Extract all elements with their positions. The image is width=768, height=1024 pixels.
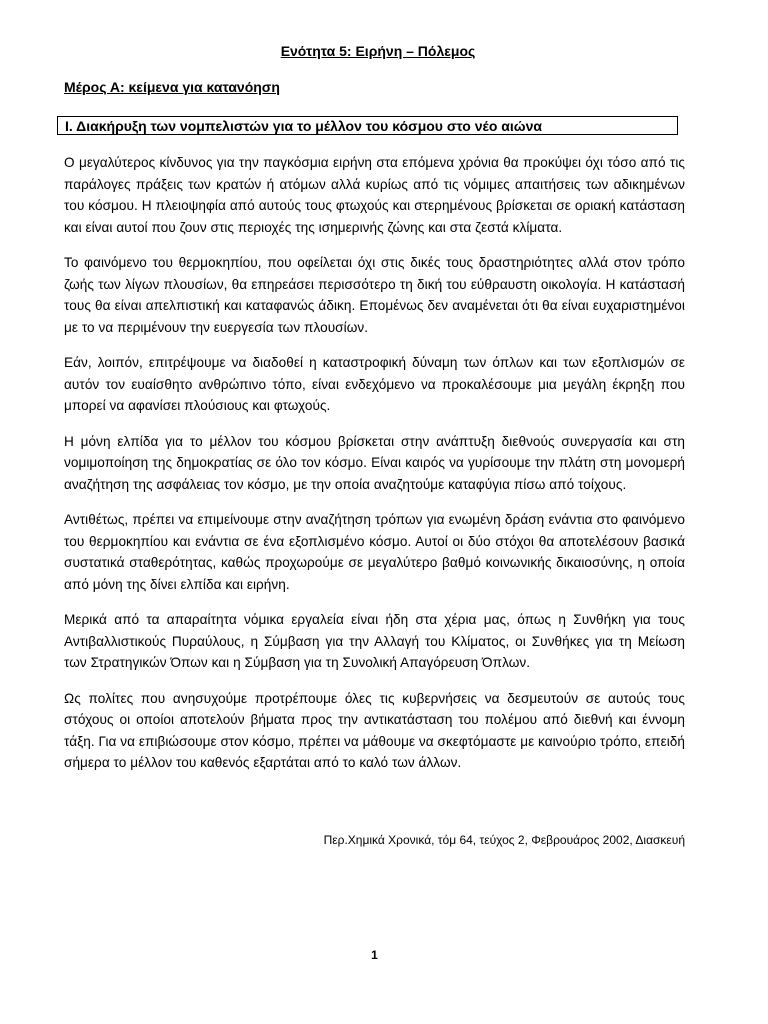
source-citation: Περ.Χημικά Χρονικά, τόμ 64, τεύχος 2, Φεβρουάρος 2002, Διασκευή [323, 833, 685, 847]
page-number: 1 [371, 948, 378, 962]
body-text [64, 152, 685, 788]
paragraph: Μερικά από τα απαραίτητα νόμικα εργαλεία είναι ήδη στα χέρια μας, όπως η Συνθήκη για τους Αντιβαλλιστικούς Πυραύλους, η Σύμβαση για την Αλλαγή του Κλίματος, οι Συνθήκες για τη Μείωση των Στρατηγικών Όπων και η Σύμβαση για τη Συνολική Απαγόρευση Όπλων. [64, 612, 685, 670]
paragraph: Εάν, λοιπόν, επιτρέψουμε να διαδοθεί η καταστροφική δύναμη των όπλων και των εξοπλισμών σε αυτόν τον ευαίσθητο ανθρώπινο τόπο, είναι ενδεχόμενο να προκαλέσουμε μια μεγάλη έκρηξη που μπορεί να αφανίσει πλούσιους και φτωχούς. [64, 355, 685, 413]
unit-title: Ενότητα 5: Ειρήνη – Πόλεμος [280, 43, 476, 59]
paragraph: Αντιθέτως, πρέπει να επιμείνουμε στην αναζήτηση τρόπων για ενωμένη δράση ενάντια στο φαινόμενο του θερμοκηπίου και ενάντια σε ένα εξοπλισμένο κόσμο. Αυτοί οι δύο στόχοι θα αποτελέσουν βασικά συστατικά σταθερότητας, καθώς προχωρούμε σε μεγαλύτερο βαθμό κοινωνικής δικαιοσύνης, η οποία από μόνη της δίνει ελπίδα και ειρήνη. [64, 512, 685, 592]
paragraph: Η μόνη ελπίδα για το μέλλον του κόσμου βρίσκεται στην ανάπτυξη διεθνούς συνεργασία και στη νομιμοποίηση της δημοκρατίας σε όλο τον κόσμο. Είναι καιρός να γυρίσουμε την πλάτη στη μονομερή αναζήτηση της ασφάλειας τον κόσμο, με την οποία αναζητούμε καταφύγια πίσω από τοίχους. [64, 433, 685, 492]
paragraph: Ο μεγαλύτερος κίνδυνος για την παγκόσμια ειρήνη στα επόμενα χρόνια θα προκύψει όχι τόσο από τις παράλογες πράξεις των κρατών ή ατόμων αλλά κυρίως από τις νόμιμες απαιτήσεις των αδικημένων του κόσμου. Η πλειοψηφία από αυτούς τους φτωχούς και στερημένους βρίσκεται σε οριακή κατάσταση και είναι αυτοί που ζουν στις περιοχές της ισημερινής ζώνης και στα ζεστά κλίματα. [64, 155, 685, 235]
part-title: Μέρος Α: κείμενα για κατανόηση [64, 79, 280, 95]
paragraph: Το φαινόμενο του θερμοκηπίου, που οφείλεται όχι στις δικές τους δραστηριότητες αλλά στον τρόπο ζωής των λίγων πλουσίων, θα επηρεάσει περισσότερο τη δική του εύθραυστη οικολογία. Η κατάστασή τους θα είναι απελπιστική και καταφανώς άδικη. Επομένως δεν αναμένεται ότι θα είναι ευχαριστημένοι με το να περιμένουν την ευεργεσία των πλουσίων. [64, 255, 685, 335]
section-title-box: Ι. Διακήρυξη των νομπελιστών για το μέλλον του κόσμου στο νέο αιώνα [57, 116, 678, 135]
paragraph: Ως πολίτες που ανησυχούμε προτρέπουμε όλες τις κυβερνήσεις να δεσμευτούν σε αυτούς τους στόχους οι οποίοι αποτελούν βήματα προς την αντικατάσταση του πολέμου από διεθνή και έννομη τάξη. Για να επιβιώσουμε στον κόσμο, πρέπει να μάθουμε να σκεφτόμαστε με καινούριο τρόπο, επειδή σήμερα το μέλλον του καθενός εξαρτάται από το καλό των άλλων. [64, 690, 685, 770]
